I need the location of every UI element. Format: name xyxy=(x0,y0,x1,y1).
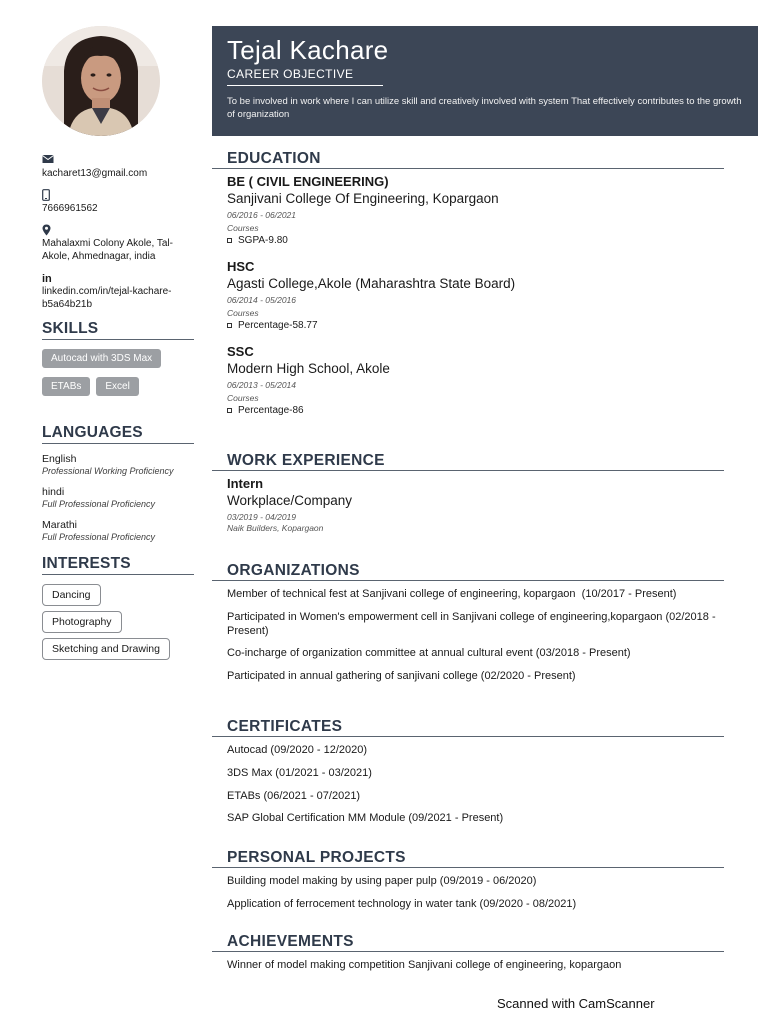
school: Agasti College,Akole (Maharashtra State Board) xyxy=(227,275,516,291)
language-name: Marathi xyxy=(42,519,78,531)
envelope-icon xyxy=(42,154,194,166)
school: Modern High School, Akole xyxy=(227,360,390,376)
language-item xyxy=(42,519,194,542)
degree: HSC xyxy=(227,259,255,275)
education-entry xyxy=(227,259,724,331)
skill-tag: Autocad with 3DS Max xyxy=(42,349,161,368)
course-detail xyxy=(227,320,724,331)
organizations-section xyxy=(212,562,724,693)
interests-section xyxy=(42,555,194,665)
email-text[interactable]: kacharet13@gmail.com xyxy=(42,168,148,179)
job-location: Naik Builders, Kopargaon xyxy=(227,523,324,534)
job-company: Workplace/Company xyxy=(227,492,353,508)
contact-email xyxy=(42,154,194,180)
course-detail-text: SGPA-9.80 xyxy=(238,235,288,247)
language-level: Professional Working Proficiency xyxy=(42,466,174,476)
address-text: Mahalaxmi Colony Akole, Tal- Akole, Ahmednagar, india xyxy=(42,238,173,262)
bullet-square-icon xyxy=(227,238,232,243)
course-detail-text: Percentage-86 xyxy=(238,405,304,417)
certificates-heading: CERTIFICATES xyxy=(212,718,724,737)
language-name: hindi xyxy=(42,486,65,498)
language-level: Full Professional Proficiency xyxy=(42,532,156,542)
interests-heading: INTERESTS xyxy=(42,555,194,575)
organization-item: Participated in Women's empowerment cell in Sanjivani college of engineering,kopargaon (02/2018 - Present) xyxy=(227,610,716,637)
location-pin-icon xyxy=(42,224,194,236)
degree: BE ( CIVIL ENGINEERING) xyxy=(227,174,389,189)
courses-label: Courses xyxy=(227,393,259,404)
education-entry xyxy=(227,344,724,416)
bullet-square-icon xyxy=(227,408,232,413)
dates: 06/2014 - 05/2016 xyxy=(227,295,297,306)
work-experience-heading: WORK EXPERIENCE xyxy=(212,452,724,471)
achievements-section xyxy=(212,933,724,982)
work-experience-section xyxy=(212,452,724,533)
contact-phone xyxy=(42,189,194,215)
course-detail xyxy=(227,235,724,246)
achievements-heading: ACHIEVEMENTS xyxy=(212,933,724,952)
organizations-heading: ORGANIZATIONS xyxy=(212,562,724,581)
personal-projects-heading: PERSONAL PROJECTS xyxy=(212,849,724,868)
courses-label: Courses xyxy=(227,308,259,319)
candidate-name: Tejal Kachare xyxy=(227,35,389,65)
project-item: Building model making by using paper pulp (09/2019 - 06/2020) xyxy=(227,875,537,887)
certificate-item: Autocad (09/2020 - 12/2020) xyxy=(227,744,368,756)
course-detail xyxy=(227,405,724,416)
interest-tag: Dancing xyxy=(42,584,101,606)
education-section xyxy=(212,150,724,429)
achievement-item: Winner of model making competition Sanjivani college of engineering, kopargaon xyxy=(227,959,622,971)
contact-linkedin xyxy=(42,272,194,311)
education-entry xyxy=(227,174,724,246)
certificate-item: 3DS Max (01/2021 - 03/2021) xyxy=(227,766,372,779)
certificate-item: SAP Global Certification MM Module (09/2021 - Present) xyxy=(227,812,504,825)
career-objective-label: CAREER OBJECTIVE xyxy=(227,67,383,86)
skill-row xyxy=(42,377,194,396)
phone-text[interactable]: 7666961562 xyxy=(42,203,98,214)
organization-item: Co-incharge of organization committee at annual cultural event (03/2018 - Present) xyxy=(227,647,631,660)
linkedin-icon: in xyxy=(42,273,52,285)
language-item xyxy=(42,453,194,476)
job-role: Intern xyxy=(227,476,264,491)
courses-label: Courses xyxy=(227,223,259,234)
skills-heading: SKILLS xyxy=(42,320,194,340)
phone-icon xyxy=(42,189,194,201)
scanner-watermark: Scanned with CamScanner xyxy=(497,996,655,1011)
skill-tag: ETABs xyxy=(42,377,90,396)
linkedin-text[interactable]: linkedin.com/in/tejal-kachare-b5a64b21b xyxy=(42,286,172,310)
education-heading: EDUCATION xyxy=(212,150,724,169)
organization-item: Member of technical fest at Sanjivani college of engineering, kopargaon (10/2017 - Present) xyxy=(227,588,677,600)
degree: SSC xyxy=(227,344,254,360)
dates: 06/2016 - 06/2021 xyxy=(227,210,297,221)
resume-header xyxy=(212,26,758,136)
languages-section xyxy=(42,424,194,542)
project-item: Application of ferrocement technology in water tank (09/2020 - 08/2021) xyxy=(227,897,577,910)
languages-heading: LANGUAGES xyxy=(42,424,194,444)
interest-tag: Photography xyxy=(42,611,122,633)
dates: 06/2013 - 05/2014 xyxy=(227,380,297,391)
language-name: English xyxy=(42,453,77,465)
skill-row xyxy=(42,349,194,368)
personal-projects-section xyxy=(212,849,724,921)
interest-tag: Sketching and Drawing xyxy=(42,638,170,660)
career-objective-text: To be involved in work where I can utilize skill and creatively involved with system That effectively contributes to the growth of organization xyxy=(227,95,742,121)
left-column xyxy=(42,26,194,665)
certificate-item: ETABs (06/2021 - 07/2021) xyxy=(227,789,361,802)
skill-tag: Excel xyxy=(96,377,138,396)
profile-photo xyxy=(42,26,160,136)
job-dates: 03/2019 - 04/2019 xyxy=(227,512,297,523)
bullet-square-icon xyxy=(227,323,232,328)
contact-address xyxy=(42,224,194,263)
certificates-section xyxy=(212,718,724,835)
language-level: Full Professional Proficiency xyxy=(42,499,156,509)
school: Sanjivani College Of Engineering, Kopargaon xyxy=(227,190,499,206)
organization-item: Participated in annual gathering of sanjivani college (02/2020 - Present) xyxy=(227,670,576,682)
course-detail-text: Percentage-58.77 xyxy=(238,320,318,332)
contact-info xyxy=(42,154,194,311)
language-item xyxy=(42,486,194,509)
skills-section xyxy=(42,320,194,396)
